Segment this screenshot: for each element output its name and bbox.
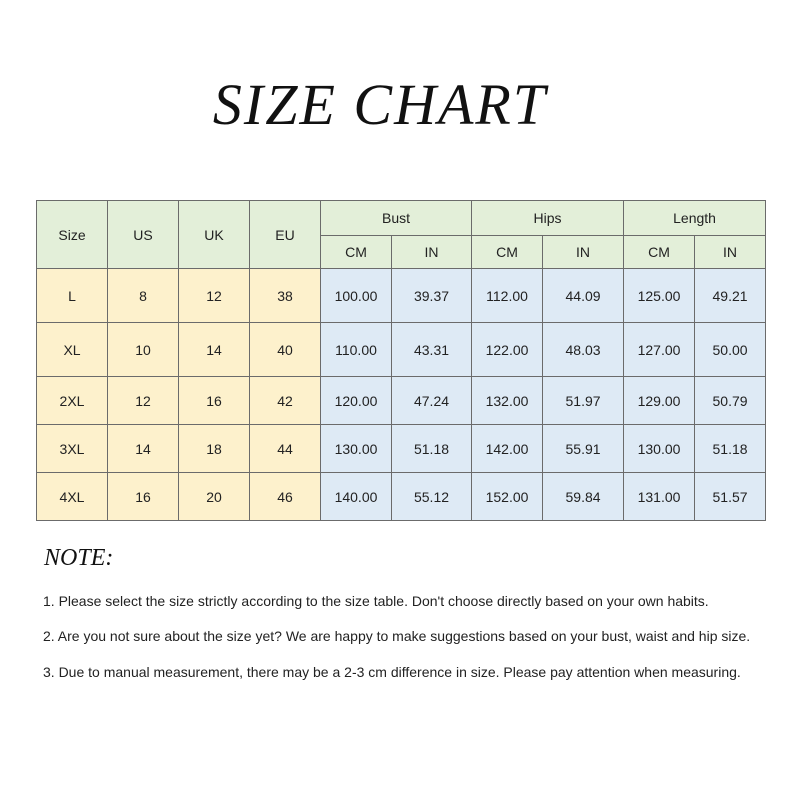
cell-hips-in: 55.91	[543, 425, 624, 473]
cell-size: 2XL	[37, 377, 108, 425]
cell-us: 10	[108, 323, 179, 377]
cell-bust-in: 47.24	[392, 377, 472, 425]
cell-bust-cm: 130.00	[321, 425, 392, 473]
cell-bust-in: 39.37	[392, 269, 472, 323]
page-title: SIZE CHART	[212, 72, 548, 137]
cell-hips-cm: 132.00	[472, 377, 543, 425]
cell-length-in: 50.79	[695, 377, 766, 425]
cell-length-cm: 125.00	[624, 269, 695, 323]
cell-uk: 16	[179, 377, 250, 425]
cell-eu: 44	[250, 425, 321, 473]
table-header-row	[37, 201, 766, 236]
header-length-in: IN	[695, 236, 766, 269]
cell-bust-in: 55.12	[392, 473, 472, 521]
cell-hips-cm: 122.00	[472, 323, 543, 377]
cell-us: 16	[108, 473, 179, 521]
cell-bust-cm: 110.00	[321, 323, 392, 377]
cell-size: XL	[37, 323, 108, 377]
cell-hips-in: 44.09	[543, 269, 624, 323]
cell-length-cm: 131.00	[624, 473, 695, 521]
cell-eu: 42	[250, 377, 321, 425]
header-bust-in: IN	[392, 236, 472, 269]
header-uk: UK	[179, 201, 250, 269]
cell-length-cm: 130.00	[624, 425, 695, 473]
header-us: US	[108, 201, 179, 269]
header-hips-cm: CM	[472, 236, 543, 269]
cell-size: 4XL	[37, 473, 108, 521]
cell-size: 3XL	[37, 425, 108, 473]
cell-bust-cm: 120.00	[321, 377, 392, 425]
cell-eu: 46	[250, 473, 321, 521]
cell-length-in: 51.18	[695, 425, 766, 473]
cell-hips-in: 51.97	[543, 377, 624, 425]
cell-length-cm: 127.00	[624, 323, 695, 377]
cell-hips-cm: 112.00	[472, 269, 543, 323]
cell-length-cm: 129.00	[624, 377, 695, 425]
cell-hips-cm: 152.00	[472, 473, 543, 521]
cell-us: 14	[108, 425, 179, 473]
table-row	[37, 425, 766, 473]
header-bust-cm: CM	[321, 236, 392, 269]
cell-eu: 38	[250, 269, 321, 323]
cell-length-in: 51.57	[695, 473, 766, 521]
header-length: Length	[624, 201, 766, 236]
cell-bust-cm: 100.00	[321, 269, 392, 323]
cell-uk: 14	[179, 323, 250, 377]
table-row	[37, 473, 766, 521]
header-hips-in: IN	[543, 236, 624, 269]
size-table	[36, 200, 766, 521]
cell-hips-cm: 142.00	[472, 425, 543, 473]
header-bust: Bust	[321, 201, 472, 236]
cell-uk: 12	[179, 269, 250, 323]
cell-size: L	[37, 269, 108, 323]
header-length-cm: CM	[624, 236, 695, 269]
cell-hips-in: 48.03	[543, 323, 624, 377]
header-size: Size	[37, 201, 108, 269]
cell-eu: 40	[250, 323, 321, 377]
table-row	[37, 377, 766, 425]
note-heading: NOTE:	[44, 545, 114, 571]
note-line-1: 1. Please select the size strictly according to the size table. Don't choose directly based on your own habits.	[43, 593, 709, 609]
header-hips: Hips	[472, 201, 624, 236]
header-eu: EU	[250, 201, 321, 269]
cell-uk: 18	[179, 425, 250, 473]
table-row	[37, 269, 766, 323]
cell-uk: 20	[179, 473, 250, 521]
note-line-3: 3. Due to manual measurement, there may be a 2-3 cm difference in size. Please pay attention when measuring.	[43, 664, 741, 680]
cell-length-in: 50.00	[695, 323, 766, 377]
cell-bust-in: 43.31	[392, 323, 472, 377]
table-row	[37, 323, 766, 377]
cell-hips-in: 59.84	[543, 473, 624, 521]
cell-bust-in: 51.18	[392, 425, 472, 473]
cell-us: 8	[108, 269, 179, 323]
note-line-2: 2. Are you not sure about the size yet? We are happy to make suggestions based on your bust, waist and hip size.	[43, 628, 751, 644]
cell-us: 12	[108, 377, 179, 425]
cell-length-in: 49.21	[695, 269, 766, 323]
cell-bust-cm: 140.00	[321, 473, 392, 521]
